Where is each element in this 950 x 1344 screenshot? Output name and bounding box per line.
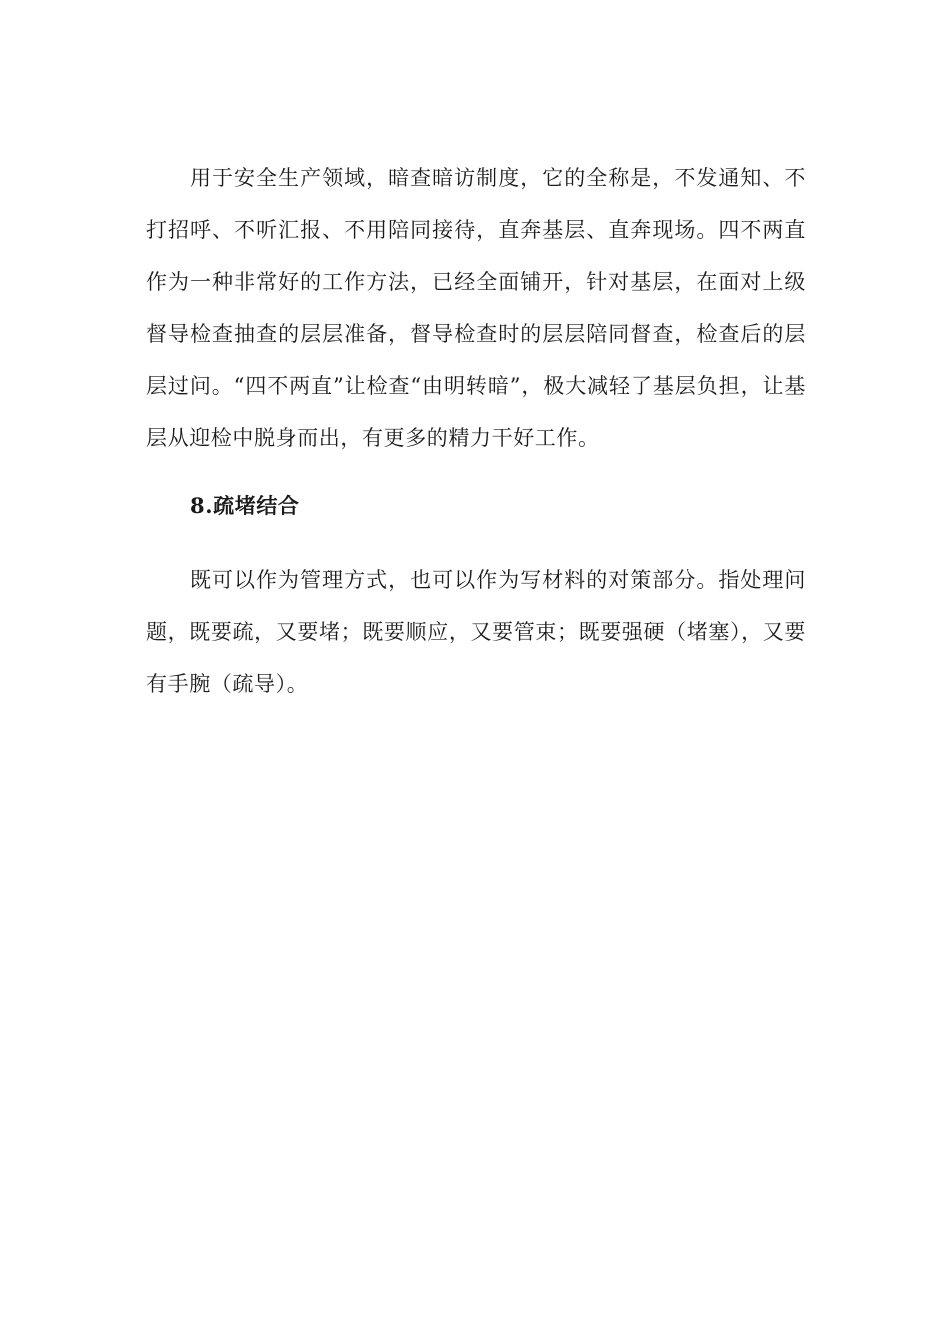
paragraph-combine-guide-and-block: 既可以作为管理方式，也可以作为写材料的对策部分。指处理问题，既要疏，又要堵；既要顺应，又要管束；既要强硬（堵塞），又要有手腕（疏导）。 — [146, 568, 806, 696]
section-heading: 8.疏堵结合 — [190, 493, 300, 518]
paragraph-four-no-two-direct: 用于安全生产领域，暗查暗访制度，它的全称是，不发通知、不打招呼、不听汇报、不用陪同接待，直奔基层、直奔现场。四不两直作为一种非常好的工作方法，已经全面铺开，针对基层，在面对上级督导检查抽查的层层准备，督导检查时的层层陪同督查，检查后的层层过问。“四不两直”让检查“由明转暗”，极大减轻了基层负担，让基层从迎检中脱身而出，有更多的精力干好工作。 — [146, 166, 806, 450]
